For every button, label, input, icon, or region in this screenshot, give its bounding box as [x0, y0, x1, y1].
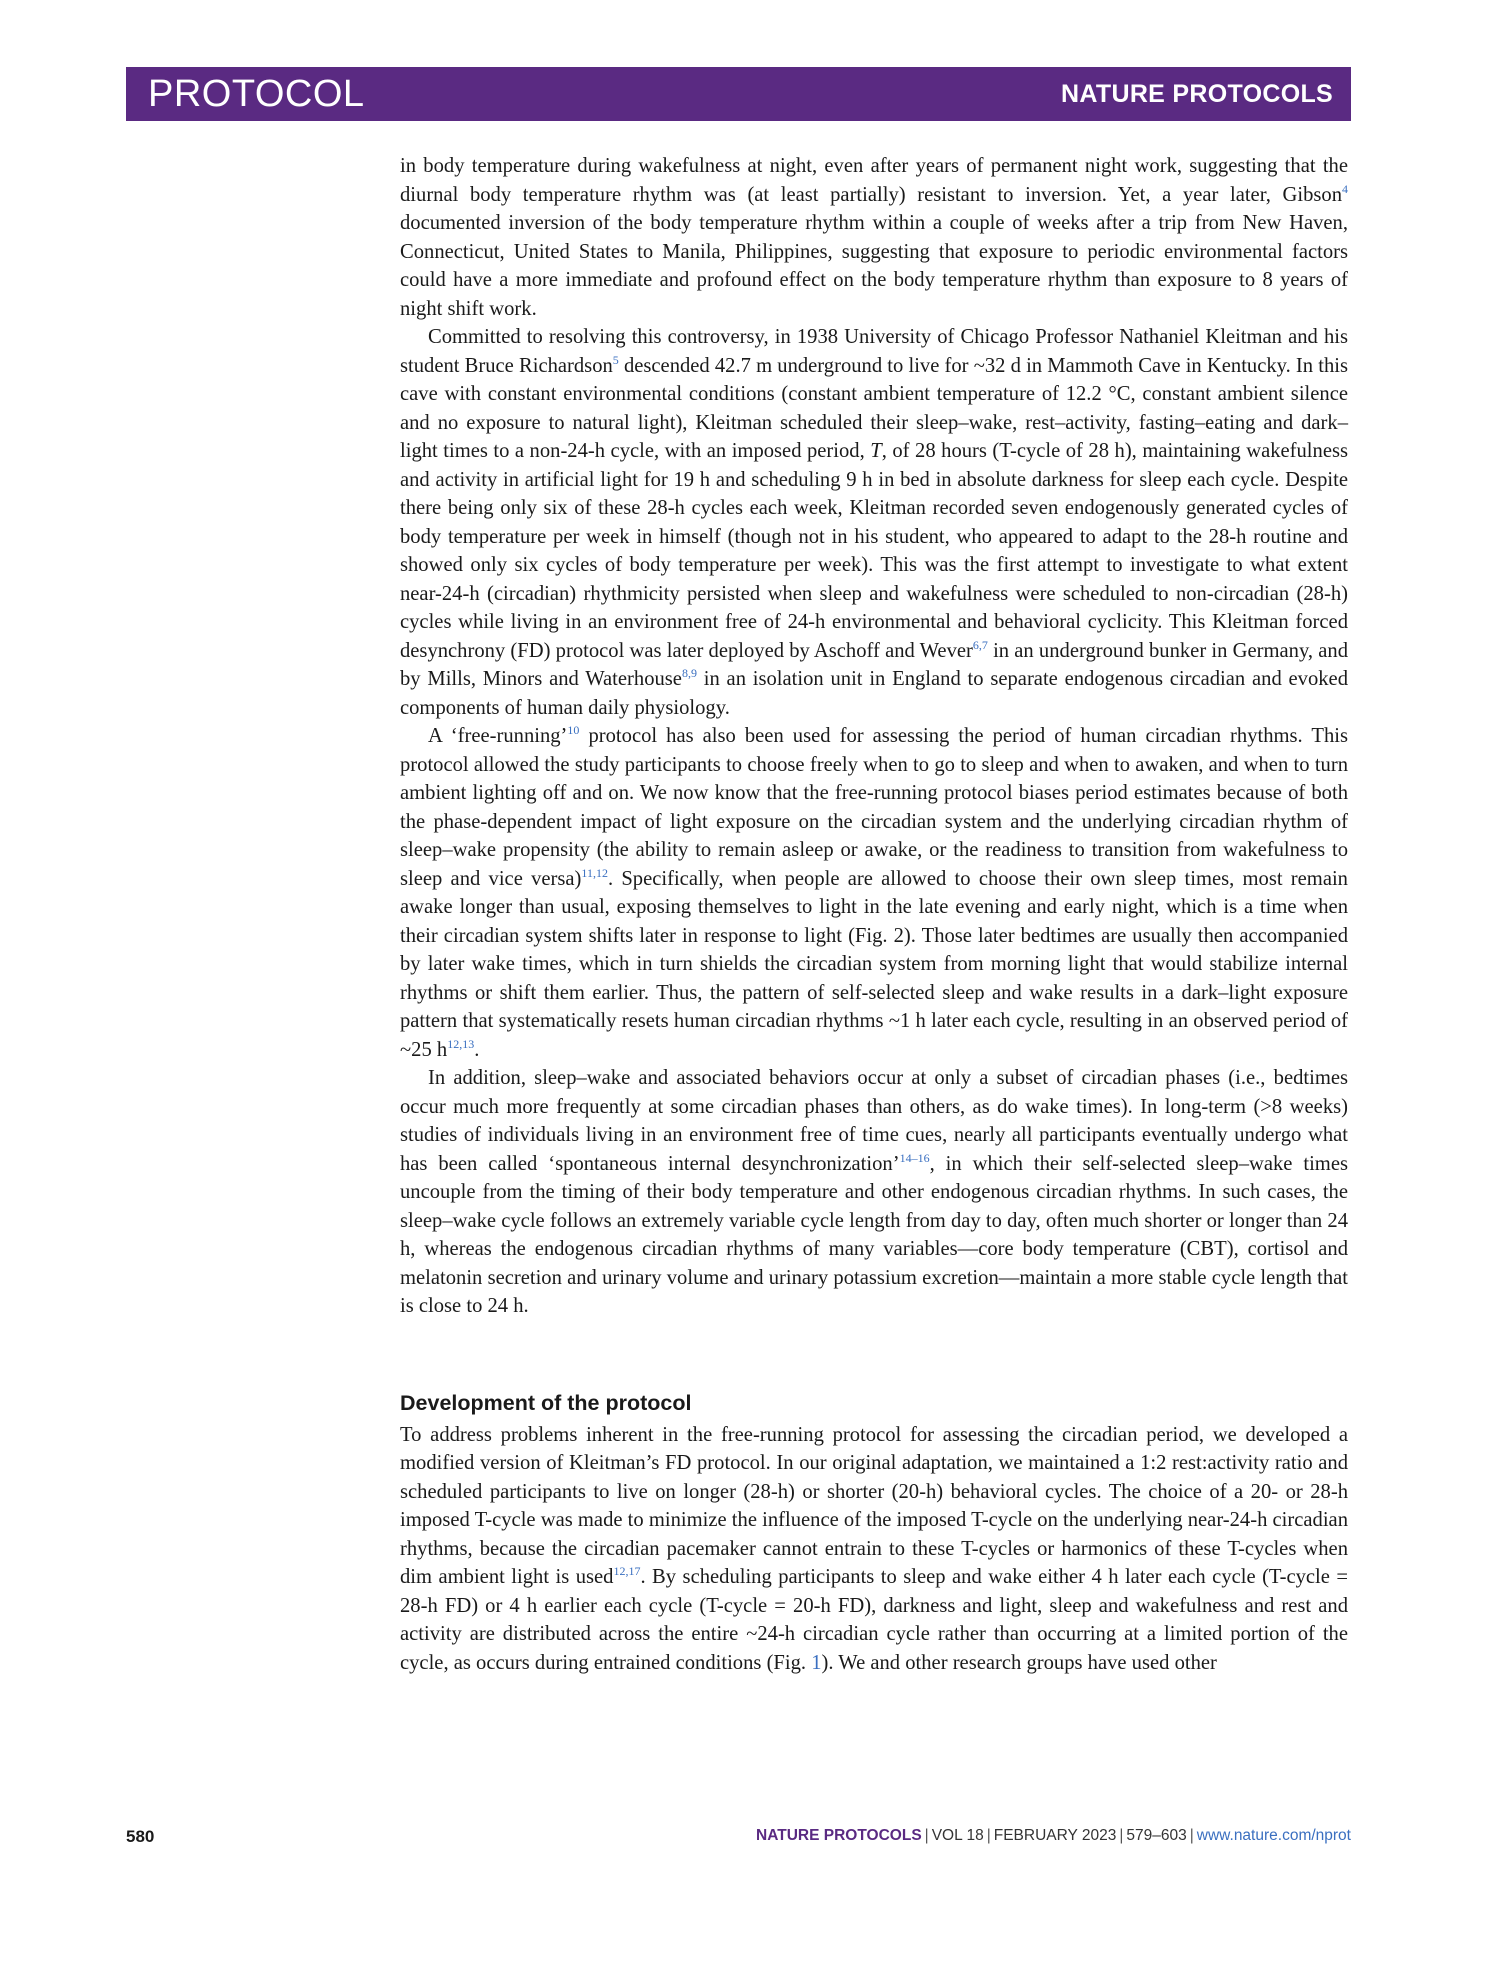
journal-citation: NATURE PROTOCOLS | VOL 18 | FEBRUARY 2023 | 579–603 | www.nature.com/nprot [756, 1827, 1351, 1844]
page-footer [126, 1827, 1351, 1853]
text-run: in an underground bunker in Germany, and by Mills, Minors and Waterhouse [400, 639, 1348, 690]
text-run: In addition, sleep–wake and associated behaviors occur at only a subset of circadian phases (i.e., bedtimes occur much more frequently at some circadian phases than others, as do wake times). In long-term (>8 weeks) studies of individuals living in an environment free of time cues, nearly all participants eventually undergo what has been called ‘spontaneous internal desynchronization’ [400, 1067, 1348, 1175]
footer-volume: VOL 18 [931, 1827, 984, 1844]
text-run: Committed to resolving this controversy, in 1938 University of Chicago Professor Nathaniel Kleitman and his student Bruce Richardson [400, 326, 1348, 377]
citation-reference-link[interactable]: 10 [567, 723, 580, 737]
header-banner [126, 67, 1351, 121]
text-run: To address problems inherent in the free-running protocol for assessing the circadian period, we developed a modified version of Kleitman’s FD protocol. In our original adaptation, we maintained a 1:2 rest:activity ratio and scheduled participants to live on longer (28-h) or shorter (20-h) behavioral cycles. The choice of a 20- or 28-h imposed T-cycle was made to minimize the influence of the imposed T-cycle on the underlying near-24-h circadian rhythms, because the circadian pacemaker cannot entrain to these T-cycles or harmonics of these T-cycles when dim ambient light is used [400, 1423, 1348, 1588]
citation-reference-link[interactable]: 12,13 [447, 1036, 475, 1051]
paragraph [400, 152, 1348, 323]
text-run: , in which their self-selected sleep–wake times uncouple from the timing of their body temperature and other endogenous circadian rhythms. In such cases, the sleep–wake cycle follows an extremely variable cycle length from day to day, often much shorter or longer than 24 h, whereas the endogenous circadian rhythms of many variables—core body temperature (CBT), cortisol and melatonin secretion and urinary volume and urinary potassium excretion—maintain a more stable cycle length that is close to 24 h. [400, 1152, 1348, 1317]
article-body [400, 152, 1348, 1677]
text-run: , of 28 hours (T-cycle of 28 h), maintaining wakefulness and activity in artificial light for 19 h and scheduling 9 h in bed in absolute darkness for sleep each cycle. Despite there being only six of these 28-h cycles each week, Kleitman recorded seven endogenously generated cycles of body temperature per week in himself (though not in his student, who appeared to adapt to the 28-h routine and showed only six cycles of body temperature per week). This was the first attempt to investigate to what extent near-24-h (circadian) rhythmicity persisted when sleep and wakefulness were scheduled to non-circadian (28-h) cycles while living in an environment free of 24-h environmental and behavioral cyclicity. This Kleitman forced desynchrony (FD) protocol was later deployed by Aschoff and Wever [400, 440, 1348, 662]
figure-reference-link[interactable]: 1 [811, 1651, 822, 1674]
text-run: . By scheduling participants to sleep and wake either 4 h later each cycle (T-cycle = 28-h FD) or 4 h earlier each cycle (T-cycle = 20-h FD), darkness and light, sleep and wakefulness and rest and activity are distributed across the entire ~24-h circadian cycle rather than occurring at a limited portion of the cycle, as occurs during entrained conditions (Fig. [400, 1566, 1348, 1674]
section-heading: Development of the protocol [400, 1390, 692, 1415]
paragraph [400, 323, 1348, 722]
footer-date: FEBRUARY 2023 [993, 1827, 1117, 1844]
text-run: in body temperature during wakefulness at night, even after years of permanent night work, suggesting that the diurnal body temperature rhythm was (at least partially) resistant to inversion. Yet, a year later, Gibson [400, 155, 1348, 206]
citation-reference-link[interactable]: 4 [1342, 181, 1348, 196]
citation-reference-link[interactable]: 14–16 [899, 1150, 930, 1165]
footer-pages: 579–603 [1126, 1827, 1187, 1844]
text-run: . [474, 1038, 480, 1061]
journal-label: NATURE PROTOCOLS [1061, 79, 1333, 108]
text-run: . Specifically, when people are allowed to choose their own sleep times, most remain awake longer than usual, exposing themselves to light in the late evening and early night, which is a time when their circadian system shifts later in response to light (Fig. 2). Those later bedtimes are usually then accompanied by later wake times, which in turn shields the circadian system from morning light that would stabilize internal rhythms or shift them earlier. Thus, the pattern of self-selected sleep and wake results in a dark–light exposure pattern that systematically resets human circadian rhythms ~1 h later each cycle, resulting in an observed period of ~25 h [400, 867, 1348, 1061]
section-label: PROTOCOL [148, 73, 365, 115]
footer-journal-name: NATURE PROTOCOLS [756, 1827, 922, 1844]
italic-symbol: T [870, 440, 882, 462]
text-run: in an isolation unit in England to separate endogenous circadian and evoked components of human daily physiology. [400, 668, 1348, 719]
citation-reference-link[interactable]: 8,9 [681, 666, 697, 680]
citation-reference-link[interactable]: 6,7 [972, 637, 988, 652]
paragraph [400, 1064, 1348, 1321]
page-number: 580 [126, 1827, 155, 1846]
text-run: protocol has also been used for assessing the period of human circadian rhythms. This protocol allowed the study participants to choose freely when to go to sleep and when to awaken, and when to turn ambient lighting off and on. We now know that the free-running protocol biases period estimates because of both the phase-dependent impact of light exposure on the circadian system and the underlying circadian rhythm of sleep–wake propensity (the ability to remain asleep or awake, or the readiness to transition from wakefulness to sleep and vice versa) [400, 725, 1348, 890]
citation-reference-link[interactable]: 5 [612, 352, 619, 367]
paragraph [400, 722, 1348, 1064]
text-run: descended 42.7 m underground to live for ~32 d in Mammoth Cave in Kentucky. In this cave with constant environmental conditions (constant ambient temperature of 12.2 °C, constant ambient silence and no exposure to natural light), Kleitman scheduled their sleep–wake, rest–activity, fasting–eating and dark–light times to a non-24-h cycle, with an imposed period, [400, 354, 1348, 462]
paragraph [400, 1421, 1348, 1678]
text-run: A ‘free-running’ [428, 725, 568, 747]
text-run: documented inversion of the body temperature rhythm within a couple of weeks after a trip from New Haven, Connecticut, United States to Manila, Philippines, suggesting that exposure to periodic environmental factors could have a more immediate and profound effect on the body temperature rhythm than exposure to 8 years of night shift work. [400, 212, 1348, 320]
text-run: ). We and other research groups have used other [821, 1651, 1217, 1674]
footer-url-link[interactable]: www.nature.com/nprot [1196, 1827, 1351, 1844]
citation-reference-link[interactable]: 12,17 [613, 1564, 641, 1578]
citation-reference-link[interactable]: 11,12 [581, 865, 608, 880]
